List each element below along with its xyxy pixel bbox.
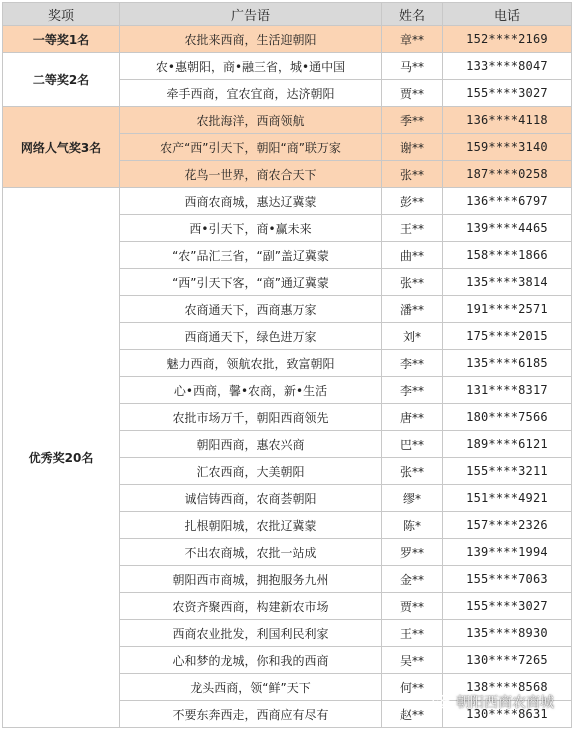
slogan-cell: 牵手西商，宜农宜商，达济朝阳 [120, 80, 382, 107]
name-cell: 谢** [382, 134, 443, 161]
name-cell: 金** [382, 566, 443, 593]
slogan-cell: “西”引天下客，“商”通辽冀蒙 [120, 269, 382, 296]
phone-cell: 159****3140 [443, 134, 572, 161]
table-row [3, 53, 572, 80]
slogan-cell: “农”品汇三省，“副”盖辽冀蒙 [120, 242, 382, 269]
slogan-cell: 农产“西”引天下，朝阳“商”联万家 [120, 134, 382, 161]
phone-cell: 131****8317 [443, 377, 572, 404]
name-cell: 张** [382, 269, 443, 296]
table-row [3, 107, 572, 134]
slogan-cell: 农批海洋，西商领航 [120, 107, 382, 134]
slogan-cell: 心•西商，馨•农商，新•生活 [120, 377, 382, 404]
phone-cell: 136****6797 [443, 188, 572, 215]
phone-cell: 138****8568 [443, 674, 572, 701]
slogan-cell: 西商农业批发，利国利民利家 [120, 620, 382, 647]
phone-cell: 130****8631 [443, 701, 572, 728]
name-cell: 张** [382, 458, 443, 485]
slogan-cell: 龙头西商，领“鲜”天下 [120, 674, 382, 701]
slogan-cell: 不出农商城，农批一站成 [120, 539, 382, 566]
name-cell: 李** [382, 377, 443, 404]
slogan-cell: 花鸟一世界，商农合天下 [120, 161, 382, 188]
phone-cell: 189****6121 [443, 431, 572, 458]
phone-cell: 151****4921 [443, 485, 572, 512]
phone-cell: 157****2326 [443, 512, 572, 539]
prize-winners-table [2, 2, 572, 728]
slogan-cell: 农批来西商，生活迎朝阳 [120, 26, 382, 53]
slogan-cell: 朝阳西商，惠农兴商 [120, 431, 382, 458]
name-cell: 吴** [382, 647, 443, 674]
award-cell: 网络人气奖3名 [3, 107, 120, 188]
phone-cell: 175****2015 [443, 323, 572, 350]
name-cell: 巴** [382, 431, 443, 458]
name-cell: 罗** [382, 539, 443, 566]
name-cell: 张** [382, 161, 443, 188]
name-cell: 季** [382, 107, 443, 134]
slogan-cell: 农•惠朝阳，商•融三省，城•通中国 [120, 53, 382, 80]
header-name: 姓名 [382, 3, 443, 26]
table-header-row [3, 3, 572, 26]
slogan-cell: 农商通天下，西商惠万家 [120, 296, 382, 323]
phone-cell: 155****7063 [443, 566, 572, 593]
award-cell: 一等奖1名 [3, 26, 120, 53]
phone-cell: 130****7265 [443, 647, 572, 674]
name-cell: 马** [382, 53, 443, 80]
phone-cell: 139****4465 [443, 215, 572, 242]
slogan-cell: 农资齐聚西商，构建新农市场 [120, 593, 382, 620]
phone-cell: 191****2571 [443, 296, 572, 323]
name-cell: 曲** [382, 242, 443, 269]
name-cell: 刘* [382, 323, 443, 350]
name-cell: 彭** [382, 188, 443, 215]
slogan-cell: 西•引天下，商•赢未来 [120, 215, 382, 242]
slogan-cell: 农批市场万千，朝阳西商领先 [120, 404, 382, 431]
name-cell: 王** [382, 620, 443, 647]
header-phone: 电话 [443, 3, 572, 26]
watermark [432, 692, 554, 712]
phone-cell: 135****6185 [443, 350, 572, 377]
slogan-cell: 朝阳西市商城，拥抱服务九州 [120, 566, 382, 593]
phone-cell: 133****8047 [443, 53, 572, 80]
phone-cell: 180****7566 [443, 404, 572, 431]
slogan-cell: 不要东奔西走，西商应有尽有 [120, 701, 382, 728]
phone-cell: 158****1866 [443, 242, 572, 269]
name-cell: 李** [382, 350, 443, 377]
header-slogan: 广告语 [120, 3, 382, 26]
phone-cell: 152****2169 [443, 26, 572, 53]
table-body [3, 26, 572, 728]
name-cell: 王** [382, 215, 443, 242]
name-cell: 陈* [382, 512, 443, 539]
table-row [3, 26, 572, 53]
name-cell: 何** [382, 674, 443, 701]
slogan-cell: 扎根朝阳城，农批辽冀蒙 [120, 512, 382, 539]
name-cell: 缪* [382, 485, 443, 512]
name-cell: 章** [382, 26, 443, 53]
phone-cell: 187****0258 [443, 161, 572, 188]
phone-cell: 135****3814 [443, 269, 572, 296]
name-cell: 贾** [382, 80, 443, 107]
slogan-cell: 心和梦的龙城，你和我的西商 [120, 647, 382, 674]
name-cell: 赵** [382, 701, 443, 728]
phone-cell: 155****3027 [443, 593, 572, 620]
award-cell: 优秀奖20名 [3, 188, 120, 728]
watermark-text: 朝阳西商农商城 [456, 695, 554, 711]
header-award: 奖项 [3, 3, 120, 26]
slogan-cell: 西商通天下，绿色进万家 [120, 323, 382, 350]
table-row [3, 188, 572, 215]
phone-cell: 139****1994 [443, 539, 572, 566]
phone-cell: 135****8930 [443, 620, 572, 647]
slogan-cell: 汇农西商，大美朝阳 [120, 458, 382, 485]
slogan-cell: 西商农商城，惠达辽冀蒙 [120, 188, 382, 215]
award-cell: 二等奖2名 [3, 53, 120, 107]
phone-cell: 155****3211 [443, 458, 572, 485]
slogan-cell: 诚信铸西商，农商荟朝阳 [120, 485, 382, 512]
name-cell: 贾** [382, 593, 443, 620]
wechat-icon [432, 694, 452, 710]
slogan-cell: 魅力西商，领航农批，致富朝阳 [120, 350, 382, 377]
phone-cell: 155****3027 [443, 80, 572, 107]
name-cell: 潘** [382, 296, 443, 323]
name-cell: 唐** [382, 404, 443, 431]
phone-cell: 136****4118 [443, 107, 572, 134]
